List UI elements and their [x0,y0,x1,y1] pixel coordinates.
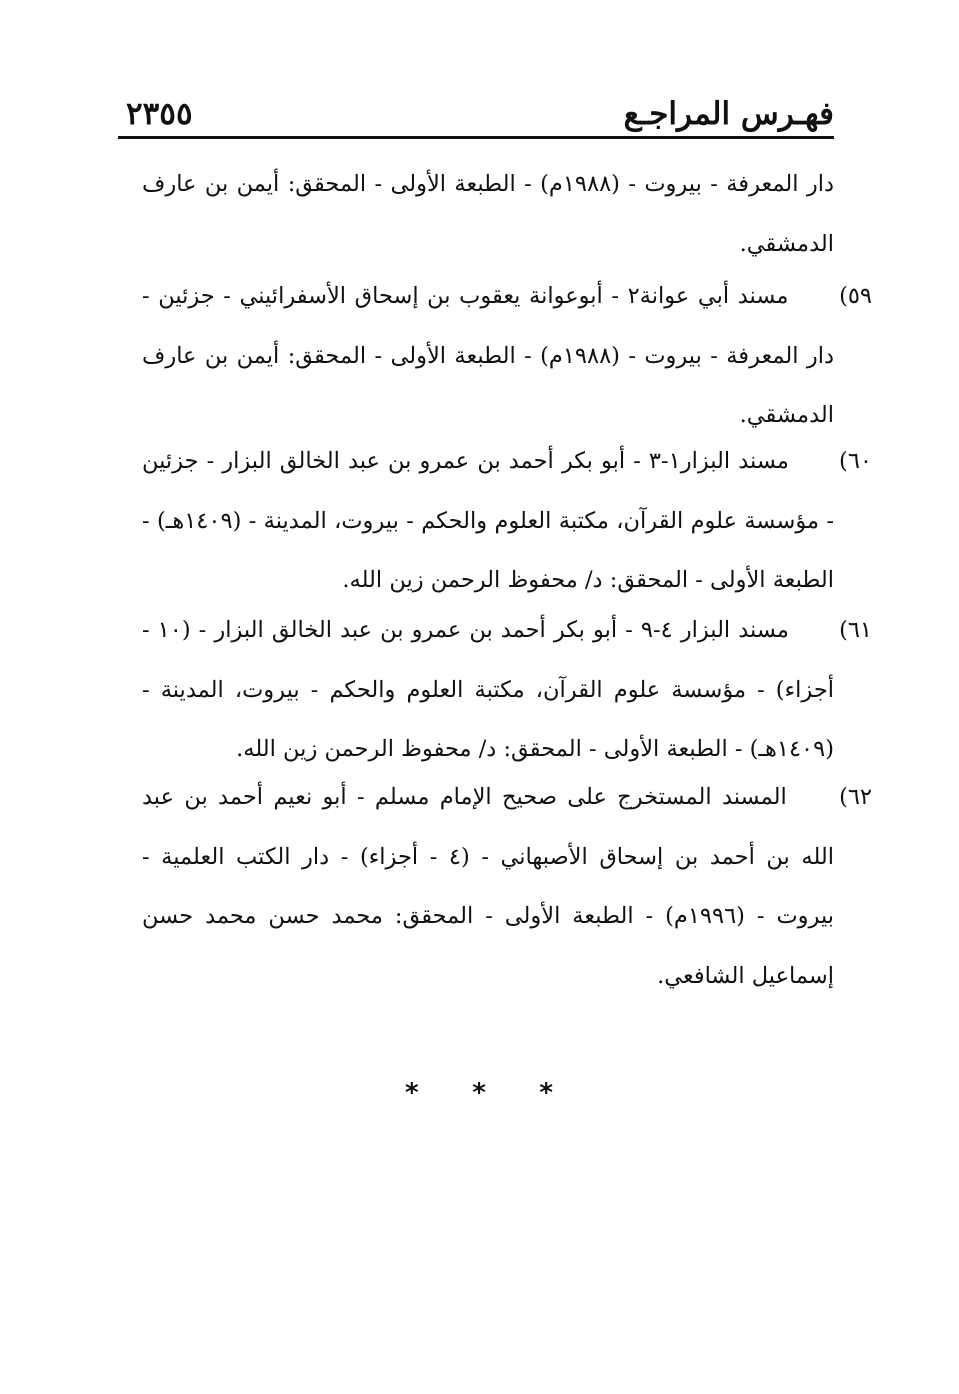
entry-60 [142,432,872,611]
entry-number: ٥٩) [839,283,873,309]
entry-text: مسند البزار١-٣ - أبو بكر أحمد بن عمرو بن عبد الخالق البزار - جزئين - مؤسسة علوم القرآن، مكتبة العلوم والحكم - بيروت، المدينة - (١٤٠٩هـ) - الطبعة الأولى - المحقق: د/ محفوظ الرحمن زين الله. [142,448,834,593]
entry-number: ٦٠) [839,448,872,474]
entry-62 [142,768,873,1006]
entry-number: ٦١) [839,617,873,643]
entry-number: ٦٢) [839,784,873,810]
entry-text: دار المعرفة - بيروت - (١٩٨٨م) - الطبعة الأولى - المحقق: أيمن بن عارف الدمشقي. [142,171,834,257]
section-separator [405,1075,553,1111]
header-divider [118,136,834,139]
entry-text: مسند أبي عوانة٢ - أبوعوانة يعقوب بن إسحاق الأسفرائيني - جزئين - دار المعرفة - بيروت - (١٩٨٨م) - الطبعة الأولى - المحقق: أيمن بن عارف الدمشقي. [142,283,834,428]
separator-star: * [472,1078,486,1108]
entry-61 [142,601,873,780]
page-title: فهـرس المراجـع [623,96,834,132]
entry-text: مسند البزار ٤-٩ - أبو بكر أحمد بن عمرو بن عبد الخالق البزار - (١٠ - أجزاء) - مؤسسة علوم القرآن، مكتبة العلوم والحكم - بيروت، المدينة - (١٤٠٩هـ) - الطبعة الأولى - المحقق: د/ محفوظ الرحمن زين الله. [142,617,834,762]
page-header [118,92,834,136]
entry-59 [142,267,873,446]
entry-text: المسند المستخرج على صحيح الإمام مسلم - أبو نعيم أحمد بن عبد الله بن أحمد بن إسحاق الأصبهاني - (٤ - أجزاء) - دار الكتب العلمية - بيروت - (١٩٩٦م) - الطبعة الأولى - المحقق: محمد حسن محمد حسن إسماعيل الشافعي. [142,784,835,989]
entry-continuation [142,155,834,274]
page-number: ٢٣٥٥ [126,96,193,132]
separator-star: * [539,1078,553,1108]
separator-star: * [405,1078,419,1108]
